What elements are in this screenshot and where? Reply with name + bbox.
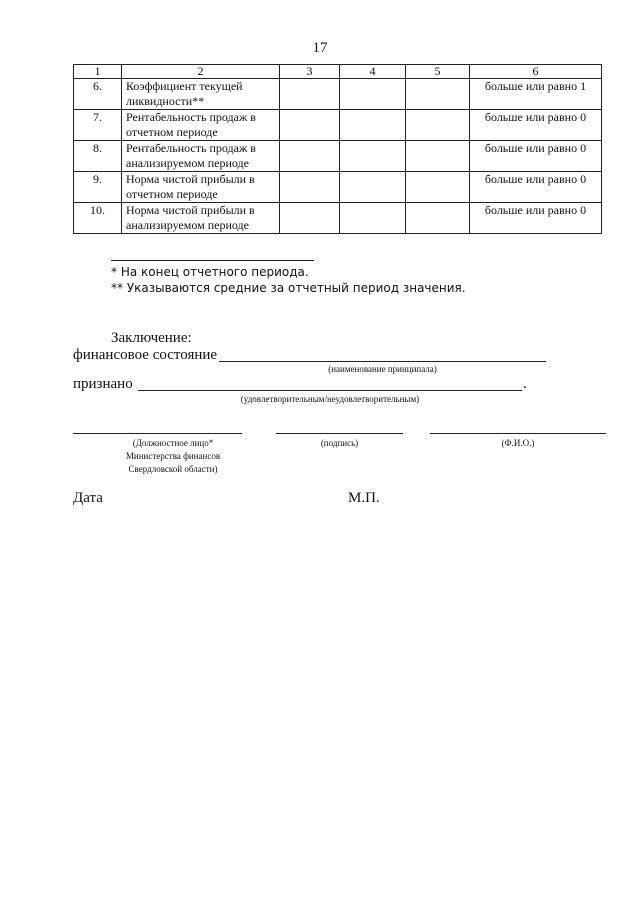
value-cell (406, 110, 470, 141)
condition-cell: больше или равно 1 (470, 79, 602, 110)
value-cell (340, 110, 406, 141)
indicator-name: Рентабельность продаж в отчетном периоде (122, 110, 280, 141)
value-cell (406, 172, 470, 203)
condition-cell: больше или равно 0 (470, 203, 602, 234)
table-row (74, 172, 602, 203)
recognized-caption: (удовлетворительным/неудовлетворительным) (240, 394, 420, 404)
financial-state-caption: (наименование принципала) (328, 364, 437, 374)
condition-cell: больше или равно 0 (470, 172, 602, 203)
column-header: 4 (340, 65, 406, 79)
value-cell (280, 203, 340, 234)
value-cell (406, 203, 470, 234)
table-row (74, 141, 602, 172)
table-header-row (74, 65, 602, 79)
indicator-name: Коэффициент текущей ликвидности** (122, 79, 280, 110)
indicators-table (73, 64, 602, 234)
condition-cell: больше или равно 0 (470, 141, 602, 172)
row-number: 7. (74, 110, 122, 141)
signature-blank[interactable] (276, 433, 403, 434)
row-number: 10. (74, 203, 122, 234)
column-header: 2 (122, 65, 280, 79)
value-cell (280, 110, 340, 141)
conclusion-title: Заключение: (111, 330, 192, 346)
row-number: 8. (74, 141, 122, 172)
row-number: 9. (74, 172, 122, 203)
column-header: 3 (280, 65, 340, 79)
value-cell (340, 79, 406, 110)
value-cell (280, 172, 340, 203)
table-row (74, 79, 602, 110)
column-header: 1 (74, 65, 122, 79)
indicator-name: Норма чистой прибыли в отчетном периоде (122, 172, 280, 203)
value-cell (280, 79, 340, 110)
signature-caption: (подпись) (320, 438, 359, 448)
column-header: 6 (470, 65, 602, 79)
value-cell (406, 79, 470, 110)
table-row (74, 203, 602, 234)
financial-state-label: финансовое состояние (73, 347, 218, 363)
position-caption-line: (Должностное лицо* (132, 438, 214, 448)
position-caption-line: Свердловской области) (128, 464, 218, 474)
indicator-name: Норма чистой прибыли в анализируемом периоде (122, 203, 280, 234)
stamp-label: М.П. (348, 490, 380, 506)
recognized-end: . (523, 376, 527, 392)
page-number: 17 (312, 40, 328, 56)
value-cell (340, 141, 406, 172)
date-label: Дата (73, 490, 103, 506)
value-cell (406, 141, 470, 172)
recognized-label: признано (73, 376, 133, 392)
value-cell (340, 172, 406, 203)
row-number: 6. (74, 79, 122, 110)
indicator-name: Рентабельность продаж в анализируемом периоде (122, 141, 280, 172)
name-blank[interactable] (430, 433, 606, 434)
position-caption-line: Министерства финансов (125, 451, 221, 461)
position-caption (73, 437, 273, 476)
financial-state-blank[interactable] (219, 361, 546, 362)
footnote-1: * На конец отчетного периода. (111, 265, 309, 279)
value-cell (280, 141, 340, 172)
position-blank[interactable] (73, 433, 242, 434)
footnote-2: ** Указываются средние за отчетный период значения. (111, 281, 466, 295)
column-header: 5 (406, 65, 470, 79)
name-caption: (Ф.И.О.) (501, 438, 535, 448)
footnote-divider (111, 260, 314, 261)
condition-cell: больше или равно 0 (470, 110, 602, 141)
value-cell (340, 203, 406, 234)
recognized-blank[interactable] (138, 390, 522, 391)
table-row (74, 110, 602, 141)
